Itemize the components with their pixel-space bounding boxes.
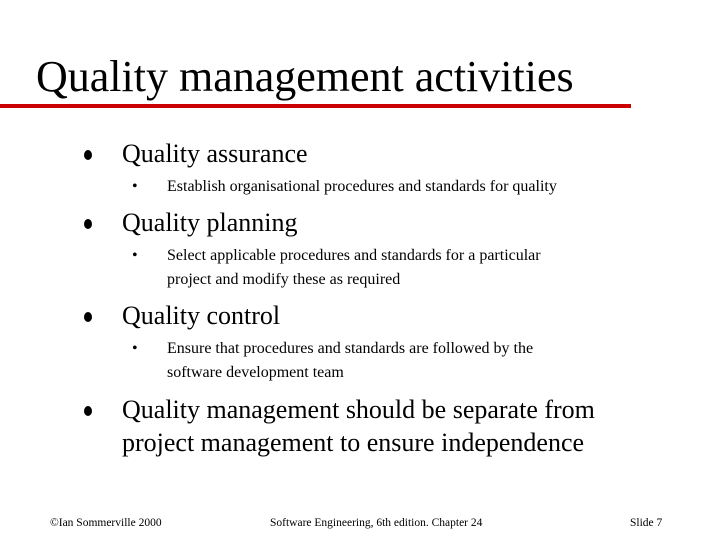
sub-bullet-text-line-2: project and modify these as required [167, 271, 401, 288]
sub-bullet-text-line-1: Ensure that procedures and standards are followed by the [167, 340, 534, 357]
bullet-heading-quality-control: Quality control [122, 301, 281, 330]
bullet-heading-separation-line-1: Quality management should be separate from [122, 395, 595, 424]
sub-bullet-marker: • [132, 340, 138, 357]
sub-bullet-text-line-2: software development team [167, 364, 344, 381]
bullet-dot-icon [84, 150, 92, 160]
footer-copyright: ©Ian Sommerville 2000 [50, 517, 162, 529]
bullet-heading-quality-planning: Quality planning [122, 208, 298, 237]
bullet-dot-icon [84, 219, 92, 229]
slide-title: Quality management activities [36, 52, 574, 101]
sub-bullet-marker: • [132, 247, 138, 264]
footer-book-title: Software Engineering, 6th edition. Chapter 24 [270, 517, 483, 529]
sub-bullet-text: Establish organisational procedures and standards for quality [167, 178, 557, 195]
footer-slide-number: Slide 7 [630, 517, 663, 529]
bullet-dot-icon [84, 312, 92, 322]
bullet-heading-quality-assurance: Quality assurance [122, 139, 308, 168]
title-underline [0, 104, 631, 108]
bullet-heading-separation-line-2: project management to ensure independence [122, 428, 585, 457]
bullet-dot-icon [84, 406, 92, 416]
sub-bullet-text-line-1: Select applicable procedures and standards for a particular [167, 247, 541, 264]
sub-bullet-marker: • [132, 178, 138, 195]
